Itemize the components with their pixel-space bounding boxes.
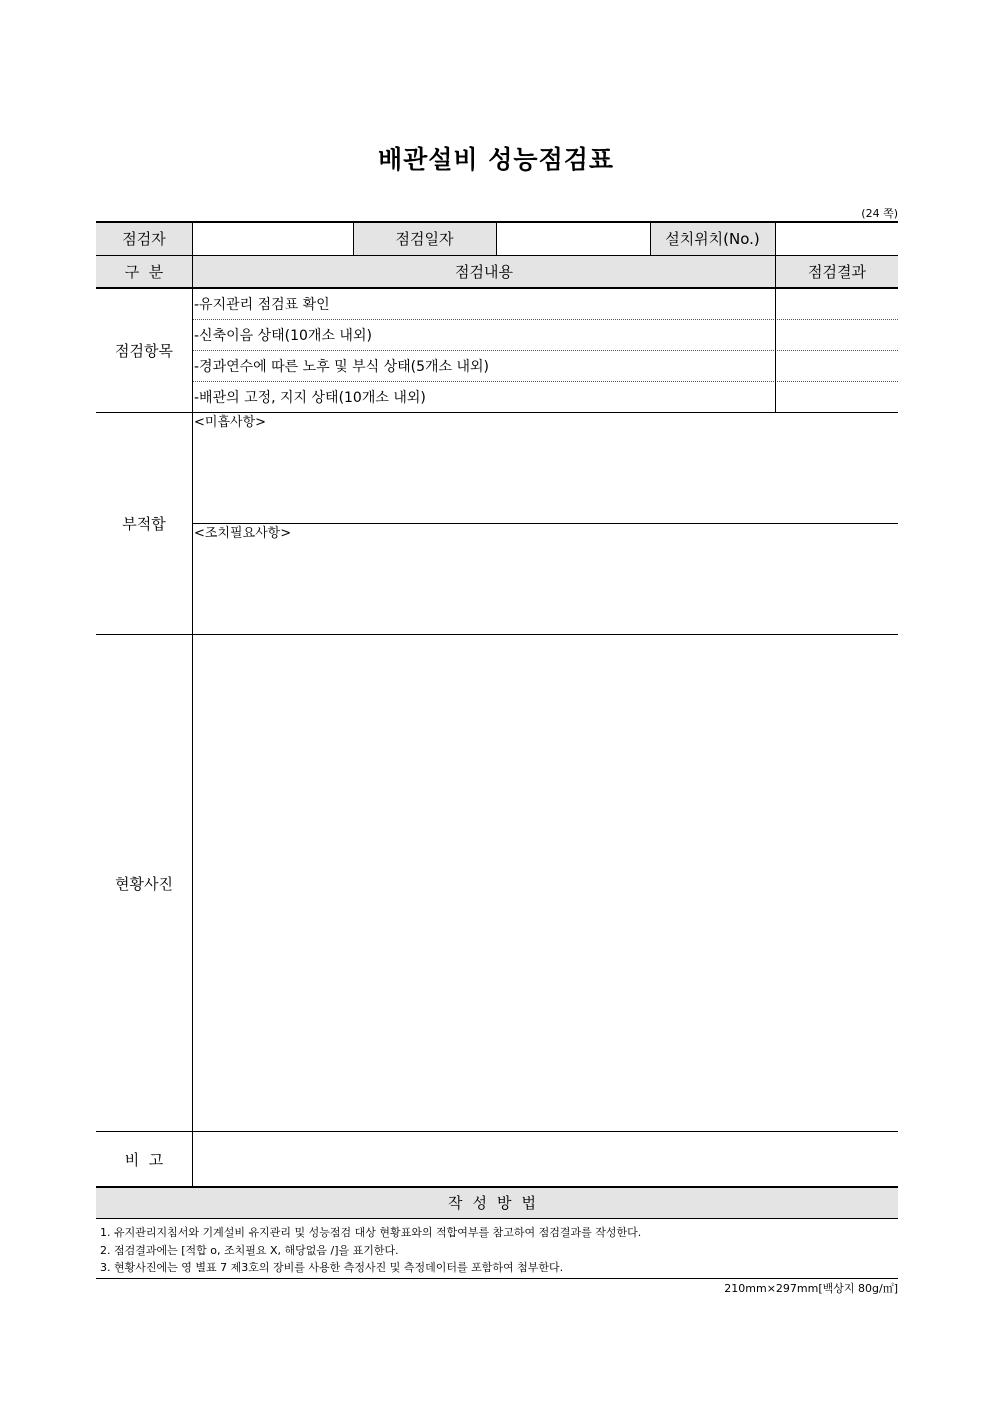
paper-spec: 210mm×297mm[백상지 80g/㎡] (724, 1282, 898, 1295)
inspection-item: -유지관리 점검표 확인 (194, 296, 330, 313)
result-header: 점검결과 (808, 263, 866, 281)
content-header: 점검내용 (455, 263, 513, 281)
inspector-field[interactable] (193, 222, 353, 255)
remarks-field[interactable] (193, 1132, 898, 1186)
inspection-date-field[interactable] (497, 222, 650, 255)
page-number: (24 쪽) (861, 207, 898, 220)
inspection-item: -배관의 고정, 지지 상태(10개소 내외) (194, 389, 426, 406)
instruction-line: 2. 점검결과에는 [적합 o, 조치필요 X, 해당없음 /]을 표기한다. (100, 1244, 399, 1257)
inspection-item: -경과연수에 따른 노후 및 부식 상태(5개소 내외) (194, 358, 490, 375)
insufficient-items-label: <미흡사항> (194, 415, 267, 430)
method-title-border (96, 1218, 898, 1219)
method-bottom-border (96, 1278, 898, 1279)
current-photo-label: 현황사진 (115, 874, 173, 893)
action-required-field[interactable] (193, 541, 898, 633)
inspection-result-field[interactable] (776, 319, 898, 350)
inspector-label: 점검자 (122, 230, 166, 248)
instruction-line: 3. 현황사진에는 영 별표 7 제3호의 장비를 사용한 측정사진 및 측정데이터를 포함하여 첨부한다. (100, 1261, 564, 1274)
install-location-label: 설치위치(No.) (665, 230, 760, 248)
inspection-date-label: 점검일자 (395, 230, 454, 248)
form-title: 배관설비 성능점검표 (377, 145, 615, 174)
writing-method-title: 작성방법 (448, 1194, 546, 1212)
insufficient-items-field[interactable] (193, 430, 898, 522)
inspection-items-label: 점검항목 (115, 341, 173, 360)
remarks-label: 비 고 (124, 1150, 164, 1169)
action-required-label: <조치필요사항> (194, 526, 292, 541)
inspection-result-field[interactable] (776, 381, 898, 412)
inspection-result-field[interactable] (776, 288, 898, 319)
inspection-item: -신축이음 상태(10개소 내외) (194, 327, 372, 344)
category-header: 구 분 (124, 263, 164, 281)
install-location-field[interactable] (776, 222, 898, 255)
nonconformity-label: 부적합 (122, 515, 166, 533)
instruction-line: 1. 유지관리지침서와 기계설비 유지관리 및 성능점검 대상 현황표와의 적합여부를 참고하여 점검결과를 작성한다. (100, 1226, 642, 1239)
inspection-result-field[interactable] (776, 350, 898, 381)
current-photo-area[interactable] (193, 635, 898, 1131)
